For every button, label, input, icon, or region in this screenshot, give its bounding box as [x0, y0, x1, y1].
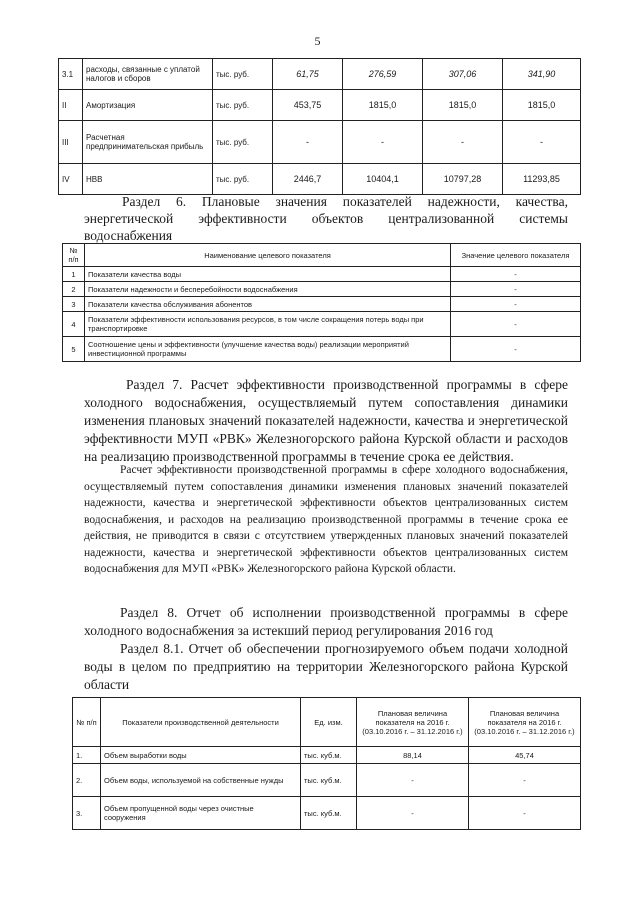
row-value: 1815,0 [503, 90, 581, 121]
row-name: Объем воды, используемой на собственные нужды [101, 764, 301, 797]
table-row [73, 747, 581, 764]
section-8-1-heading: Раздел 8.1. Отчет об обеспечении прогнозируемого объем подачи холодной воды в целом по предприятию на территории Железногорского района Курской области [84, 641, 568, 692]
row-value: - [469, 797, 581, 830]
table-header [73, 698, 581, 747]
row-value: 1815,0 [423, 90, 503, 121]
table-row [63, 312, 581, 337]
row-value: 276,59 [343, 59, 423, 90]
row-value: - [357, 797, 469, 830]
table-row [73, 764, 581, 797]
row-value: - [451, 282, 581, 297]
row-unit: тыс. куб.м. [301, 747, 357, 764]
row-name: Объем выработки воды [101, 747, 301, 764]
section-6-heading [84, 193, 568, 244]
row-value: 88,14 [357, 747, 469, 764]
row-name: Расчетная предпринимательская прибыль [83, 121, 213, 164]
row-unit: тыс. руб. [213, 90, 273, 121]
row-no: 5 [63, 337, 85, 362]
row-name: Амортизация [83, 90, 213, 121]
row-no: 1 [63, 267, 85, 282]
row-value: 10797,28 [423, 164, 503, 195]
table-row [59, 90, 581, 121]
row-name: Показатели качества воды [85, 267, 451, 282]
row-value: - [451, 312, 581, 337]
row-unit: тыс. руб. [213, 121, 273, 164]
table-row [63, 337, 581, 362]
section-6-line: водоснабжения [84, 228, 173, 243]
production-report-table [72, 697, 581, 830]
section-6-line: энергетической эффективности объектов централизованной системы [84, 211, 568, 226]
row-value: - [423, 121, 503, 164]
header-plan-1: Плановая величина показателя на 2016 г. (03.10.2016 г. – 31.12.2016 г.) [357, 698, 469, 747]
table-row [73, 797, 581, 830]
row-name: расходы, связанные с уплатой налогов и сборов [83, 59, 213, 90]
row-name: Объем пропущенной воды через очистные сооружения [101, 797, 301, 830]
row-no: 3 [63, 297, 85, 312]
row-value: 1815,0 [343, 90, 423, 121]
target-indicators-table [62, 243, 581, 362]
row-code: III [59, 121, 83, 164]
row-unit: тыс. руб. [213, 164, 273, 195]
header-name: Показатели производственной деятельности [101, 698, 301, 747]
row-value: 341,90 [503, 59, 581, 90]
row-value: - [451, 267, 581, 282]
row-value: - [357, 764, 469, 797]
row-name: Показатели качества обслуживания абонентов [85, 297, 451, 312]
row-value: 11293,85 [503, 164, 581, 195]
row-value: 2446,7 [273, 164, 343, 195]
row-value: 307,06 [423, 59, 503, 90]
row-value: 61,75 [273, 59, 343, 90]
row-unit: тыс. куб.м. [301, 797, 357, 830]
header-plan-2: Плановая величина показателя на 2016 г. (03.10.2016 г. – 31.12.2016 г.) [469, 698, 581, 747]
header-value: Значение целевого показателя [451, 244, 581, 267]
row-name: Показатели эффективности использования ресурсов, в том числе сокращения потерь воды при транспортировке [85, 312, 451, 337]
table-header [63, 244, 581, 267]
page-number: 5 [314, 34, 321, 48]
row-code: II [59, 90, 83, 121]
table-row [59, 164, 581, 195]
row-code: 3.1 [59, 59, 83, 90]
header-no: № п/п [63, 244, 85, 267]
row-no: 3. [73, 797, 101, 830]
header-no: № п/п [73, 698, 101, 747]
row-name: Соотношение цены и эффективности (улучшение качества воды) реализации мероприятий инвестиционной программы [85, 337, 451, 362]
row-no: 2. [73, 764, 101, 797]
row-unit: тыс. руб. [213, 59, 273, 90]
row-value: - [451, 297, 581, 312]
table-row [63, 267, 581, 282]
row-value: - [343, 121, 423, 164]
row-name: НВВ [83, 164, 213, 195]
row-value: - [469, 764, 581, 797]
row-value: - [451, 337, 581, 362]
row-value: - [273, 121, 343, 164]
row-value: 10404,1 [343, 164, 423, 195]
row-value: 45,74 [469, 747, 581, 764]
row-code: IV [59, 164, 83, 195]
section-7-body: Расчет эффективности производственной программы в сфере холодного водоснабжения, осуществляемый путем сопоставления динамики изменения плановых значений показателей надежности, качества и энергетической эффективности объектов централизованных систем водоснабжения, и расходов на реализацию производственной программы в течение срока ее действия, не приводится в связи с отсутствием утвержденных плановых значений показателей надежности, качества и энергетической эффективности объектов централизованных систем водоснабжения для МУП «РВК» Железногорского района Курской области. [84, 464, 568, 575]
section-7-heading: Раздел 7. Расчет эффективности производственной программы в сфере холодного водоснабжения, осуществляемый путем сопоставления динамики изменения плановых значений показателей надежности, качества и энергетической эффективности МУП «РВК» Железногорского района Курской области и расходов на реализацию производственной программы в течение срока ее действия. [84, 377, 568, 464]
table-row [63, 282, 581, 297]
row-no: 1. [73, 747, 101, 764]
row-value: - [503, 121, 581, 164]
row-unit: тыс. куб.м. [301, 764, 357, 797]
financial-indicators-table [58, 58, 581, 195]
section-8-heading: Раздел 8. Отчет об исполнении производственной программы в сфере холодного водоснабжения за истекший период регулирования 2016 год [84, 605, 568, 638]
table-row [59, 59, 581, 90]
section-6-line: Раздел 6. Плановые значения показателей надежности, качества, [122, 194, 568, 209]
header-unit: Ед. изм. [301, 698, 357, 747]
table-row [59, 121, 581, 164]
row-value: 453,75 [273, 90, 343, 121]
row-name: Показатели надежности и бесперебойности водоснабжения [85, 282, 451, 297]
header-name: Наименование целевого показателя [85, 244, 451, 267]
table-row [63, 297, 581, 312]
row-no: 4 [63, 312, 85, 337]
row-no: 2 [63, 282, 85, 297]
